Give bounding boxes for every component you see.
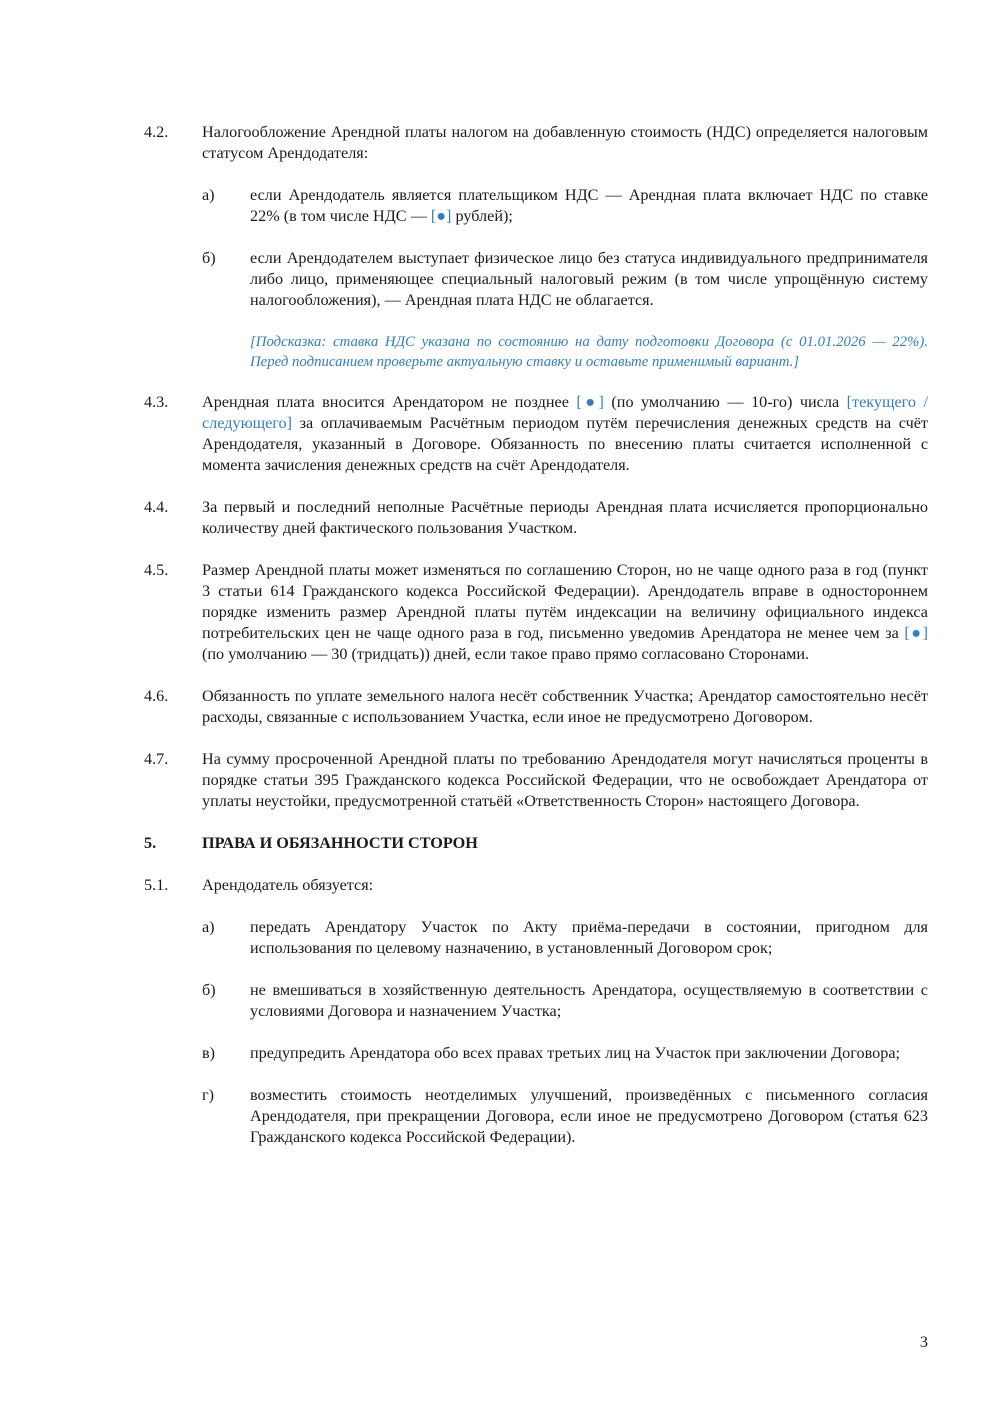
clause-4-2-item-a <box>202 185 928 227</box>
clause-number: 4.6. <box>144 687 169 705</box>
clause-text-part: (по умолчанию — 10-го) числа <box>603 393 847 411</box>
clause-5-1-item-b <box>202 980 928 1022</box>
clause-4-2 <box>144 122 928 164</box>
clause-text: На сумму просроченной Арендной платы по требованию Арендодателя могут начисляться проценты в порядке статьи 395 Гражданского кодекса Российской Федерации, что не освобождает Арендатора от уплаты неустойки, предусмотренной статьёй «Ответственность Сторон» настоящего Договора. <box>202 750 928 810</box>
item-letter: б) <box>202 981 216 999</box>
clause-4-5 <box>144 560 928 665</box>
clause-text: Обязанность по уплате земельного налога несёт собственник Участка; Арендатор самостоятельно несёт расходы, связанные с использованием Участка, если иное не предусмотрено Договором. <box>202 687 928 726</box>
item-text: передать Арендатору Участок по Акту приёма-передачи в состоянии, пригодном для использования по целевому назначению, в установленный Договором срок; <box>250 918 928 957</box>
item-text: если Арендодателем выступает физическое лицо без статуса индивидуального предпринимателя либо лицо, применяющее специальный налоговый режим (в том числе упрощённую систему налогообложения), — Арендная плата НДС не облагается. <box>250 249 928 309</box>
clause-text: Налогообложение Арендной платы налогом на добавленную стоимость (НДС) определяется налоговым статусом Арендодателя: <box>202 123 928 162</box>
item-text <box>250 185 928 227</box>
clause-5-1-item-c <box>202 1043 928 1064</box>
item-text: возместить стоимость неотделимых улучшений, произведённых с письменного согласия Арендодателя, при прекращении Договора, если иное не предусмотрено Договором (статья 623 Гражданского кодекса Российской Федерации). <box>250 1086 928 1146</box>
clause-4-6 <box>144 686 928 728</box>
item-letter: б) <box>202 249 216 267</box>
clause-number: 4.2. <box>144 123 169 141</box>
clause-4-7 <box>144 749 928 812</box>
clause-text <box>202 392 928 476</box>
clause-4-4 <box>144 497 928 539</box>
clause-4-2-item-b <box>202 248 928 311</box>
clause-text: Арендодатель обязуется: <box>202 876 374 894</box>
clause-text-part: за оплачиваемым Расчётным периодом путём перечисления денежных средств на счёт Арендодателя, указанный в Договоре. Обязанность по внесению платы считается исполненной с момента зачисления денежных средств на счёт Арендодателя. <box>202 414 928 474</box>
clause-text-part: (по умолчанию — 30 (тридцать)) дней, если такое право прямо согласовано Сторонами. <box>202 645 810 663</box>
clause-number: 4.4. <box>144 498 169 516</box>
clause-5-1-item-a <box>202 917 928 959</box>
section-number: 5. <box>144 834 157 852</box>
placeholder-field[interactable]: [●] <box>430 207 452 225</box>
clause-number: 4.7. <box>144 750 169 768</box>
clause-text: За первый и последний неполные Расчётные периоды Арендная плата исчисляется пропорционально количеству дней фактического пользования Участком. <box>202 498 928 537</box>
item-letter: в) <box>202 1044 216 1062</box>
placeholder-field[interactable]: [●] <box>576 393 604 411</box>
drafting-hint: [Подсказка: ставка НДС указана по состоянию на дату подготовки Договора (с 01.01.2026 — 22%). Перед подписанием проверьте актуальную ставку и оставьте применимый вариант.] <box>250 334 928 370</box>
item-letter: г) <box>202 1086 215 1104</box>
item-letter: а) <box>202 918 215 936</box>
clause-4-3 <box>144 392 928 476</box>
item-text: не вмешиваться в хозяйственную деятельность Арендатора, осуществляемую в соответствии с условиями Договора и назначением Участка; <box>250 981 928 1020</box>
page-number: 3 <box>919 1333 928 1351</box>
clause-text-part: Арендная плата вносится Арендатором не позднее <box>202 393 577 411</box>
item-text-part: если Арендодатель является плательщиком НДС — Арендная плата включает НДС по ставке 22% (в том числе НДС — <box>250 186 928 225</box>
clause-number: 4.5. <box>144 561 169 579</box>
item-letter: а) <box>202 186 215 204</box>
clause-5-1-item-d <box>202 1085 928 1148</box>
clause-number: 4.3. <box>144 393 169 411</box>
clause-number: 5.1. <box>144 876 169 894</box>
item-text-part: рублей); <box>451 207 513 225</box>
document-body <box>144 122 928 1169</box>
section-title: ПРАВА И ОБЯЗАННОСТИ СТОРОН <box>202 834 478 852</box>
item-text: предупредить Арендатора обо всех правах третьих лиц на Участок при заключении Договора; <box>250 1044 900 1062</box>
clause-5-1 <box>144 875 928 896</box>
placeholder-field[interactable]: [●] <box>904 624 928 642</box>
placeholder-choice[interactable]: [текущего / следующего] <box>202 393 929 432</box>
section-heading <box>144 833 928 854</box>
clause-text <box>202 560 928 665</box>
clause-text-part: Размер Арендной платы может изменяться по соглашению Сторон, но не чаще одного раза в год (пункт 3 статьи 614 Гражданского кодекса Российской Федерации). Арендодатель вправе в одностороннем порядке изменить размер Арендной платы путём индексации на величину официального индекса потребительских цен не чаще одного раза в год, письменно уведомив Арендатора не менее чем за <box>202 561 928 642</box>
